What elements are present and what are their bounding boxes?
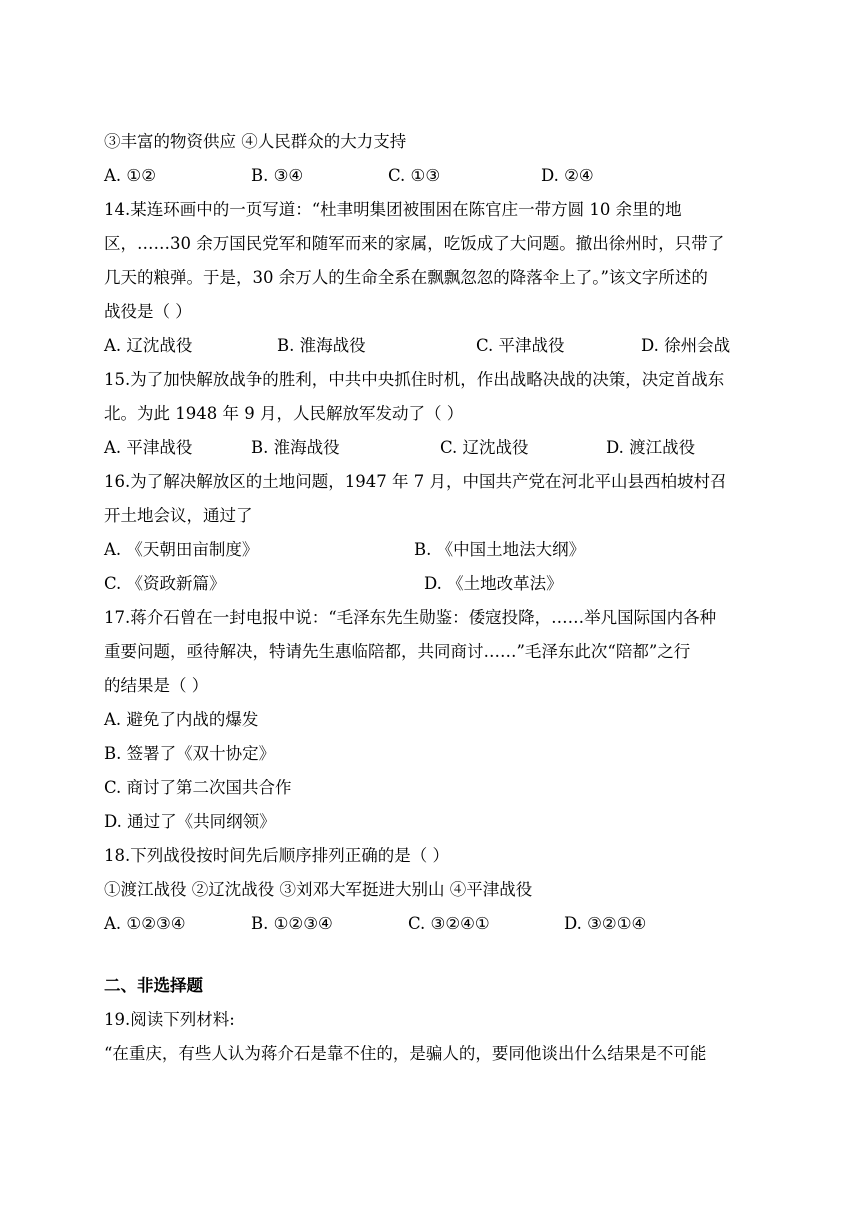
q16-option-d: D. 《土地改革法》 — [424, 574, 563, 593]
q15-stem-line-1: 15.为了加快解放战争的胜利，中共中央抓住时机，作出战略决战的决策，决定首战东 — [104, 370, 725, 389]
q13-option-d: D. ②④ — [541, 166, 594, 185]
q15-stem-line-2: 北。为此 1948 年 9 月，人民解放军发动了（ ） — [104, 404, 464, 423]
q16-stem-line-1: 16.为了解决解放区的土地问题，1947 年 7 月，中国共产党在河北平山县西柏坡村召 — [104, 472, 727, 491]
q17-stem-line-3: 的结果是（ ） — [104, 676, 209, 695]
q15-option-a: A. 平津战役 — [104, 438, 193, 457]
q13-option-c: C. ①③ — [388, 166, 441, 185]
q17-option-b: B. 签署了《双十协定》 — [104, 744, 276, 763]
q14-stem-line-1: 14.某连环画中的一页写道：“杜聿明集团被围困在陈官庄一带方圆 10 余里的地 — [104, 200, 682, 219]
q14-stem-line-3: 几天的粮弹。于是，30 余万人的生命全系在飘飘忽忽的降落伞上了。”该文字所述的 — [104, 268, 708, 287]
q17-option-a: A. 避免了内战的爆发 — [104, 710, 259, 729]
q17-stem-line-2: 重要问题，亟待解决，特请先生惠临陪都，共同商讨……”毛泽东此次“陪都”之行 — [104, 642, 691, 661]
q17-option-c: C. 商讨了第二次国共合作 — [104, 778, 292, 797]
q17-stem-line-1: 17.蒋介石曾在一封电报中说：“毛泽东先生勋鉴：倭寇投降，……举凡国际国内各种 — [104, 608, 717, 627]
section-heading: 二、非选择题 — [104, 976, 203, 995]
q16-stem-line-2: 开土地会议，通过了 — [104, 506, 253, 525]
q18-option-b: B. ①②③④ — [251, 914, 333, 933]
q14-option-a: A. 辽沈战役 — [104, 336, 193, 355]
q16-option-b: B. 《中国土地法大纲》 — [414, 540, 586, 559]
q17-option-d: D. 通过了《共同纲领》 — [104, 812, 276, 831]
q13-option-a: A. ①② — [104, 166, 156, 185]
q13-line: ③丰富的物资供应 ④人民群众的大力支持 — [104, 132, 407, 151]
q18-option-a: A. ①②③④ — [104, 914, 186, 933]
q16-option-a: A. 《天朝田亩制度》 — [104, 540, 259, 559]
q16-option-c: C. 《资政新篇》 — [104, 574, 226, 593]
q15-option-b: B. 淮海战役 — [251, 438, 340, 457]
q15-option-c: C. 辽沈战役 — [440, 438, 529, 457]
q18-option-c: C. ③②④① — [408, 914, 490, 933]
q14-option-b: B. 淮海战役 — [277, 336, 366, 355]
q14-stem-line-4: 战役是（ ） — [104, 302, 192, 321]
q14-option-d: D. 徐州会战 — [641, 336, 731, 355]
q18-stem-line-2: ①渡江战役 ②辽沈战役 ③刘邓大军挺进大别山 ④平津战役 — [104, 880, 533, 899]
q19-material-line-1: “在重庆，有些人认为蒋介石是靠不住的，是骗人的，要同他谈出什么结果是不可能 — [104, 1044, 707, 1063]
q19-title: 19.阅读下列材料: — [104, 1010, 235, 1029]
q15-option-d: D. 渡江战役 — [606, 438, 696, 457]
q18-option-d: D. ③②①④ — [564, 914, 647, 933]
q14-option-c: C. 平津战役 — [476, 336, 565, 355]
q18-stem-line-1: 18.下列战役按时间先后顺序排列正确的是（ ） — [104, 846, 449, 865]
q14-stem-line-2: 区，……30 余万国民党军和随军而来的家属，吃饭成了大问题。撤出徐州时，只带了 — [104, 234, 725, 253]
q13-option-b: B. ③④ — [251, 166, 304, 185]
